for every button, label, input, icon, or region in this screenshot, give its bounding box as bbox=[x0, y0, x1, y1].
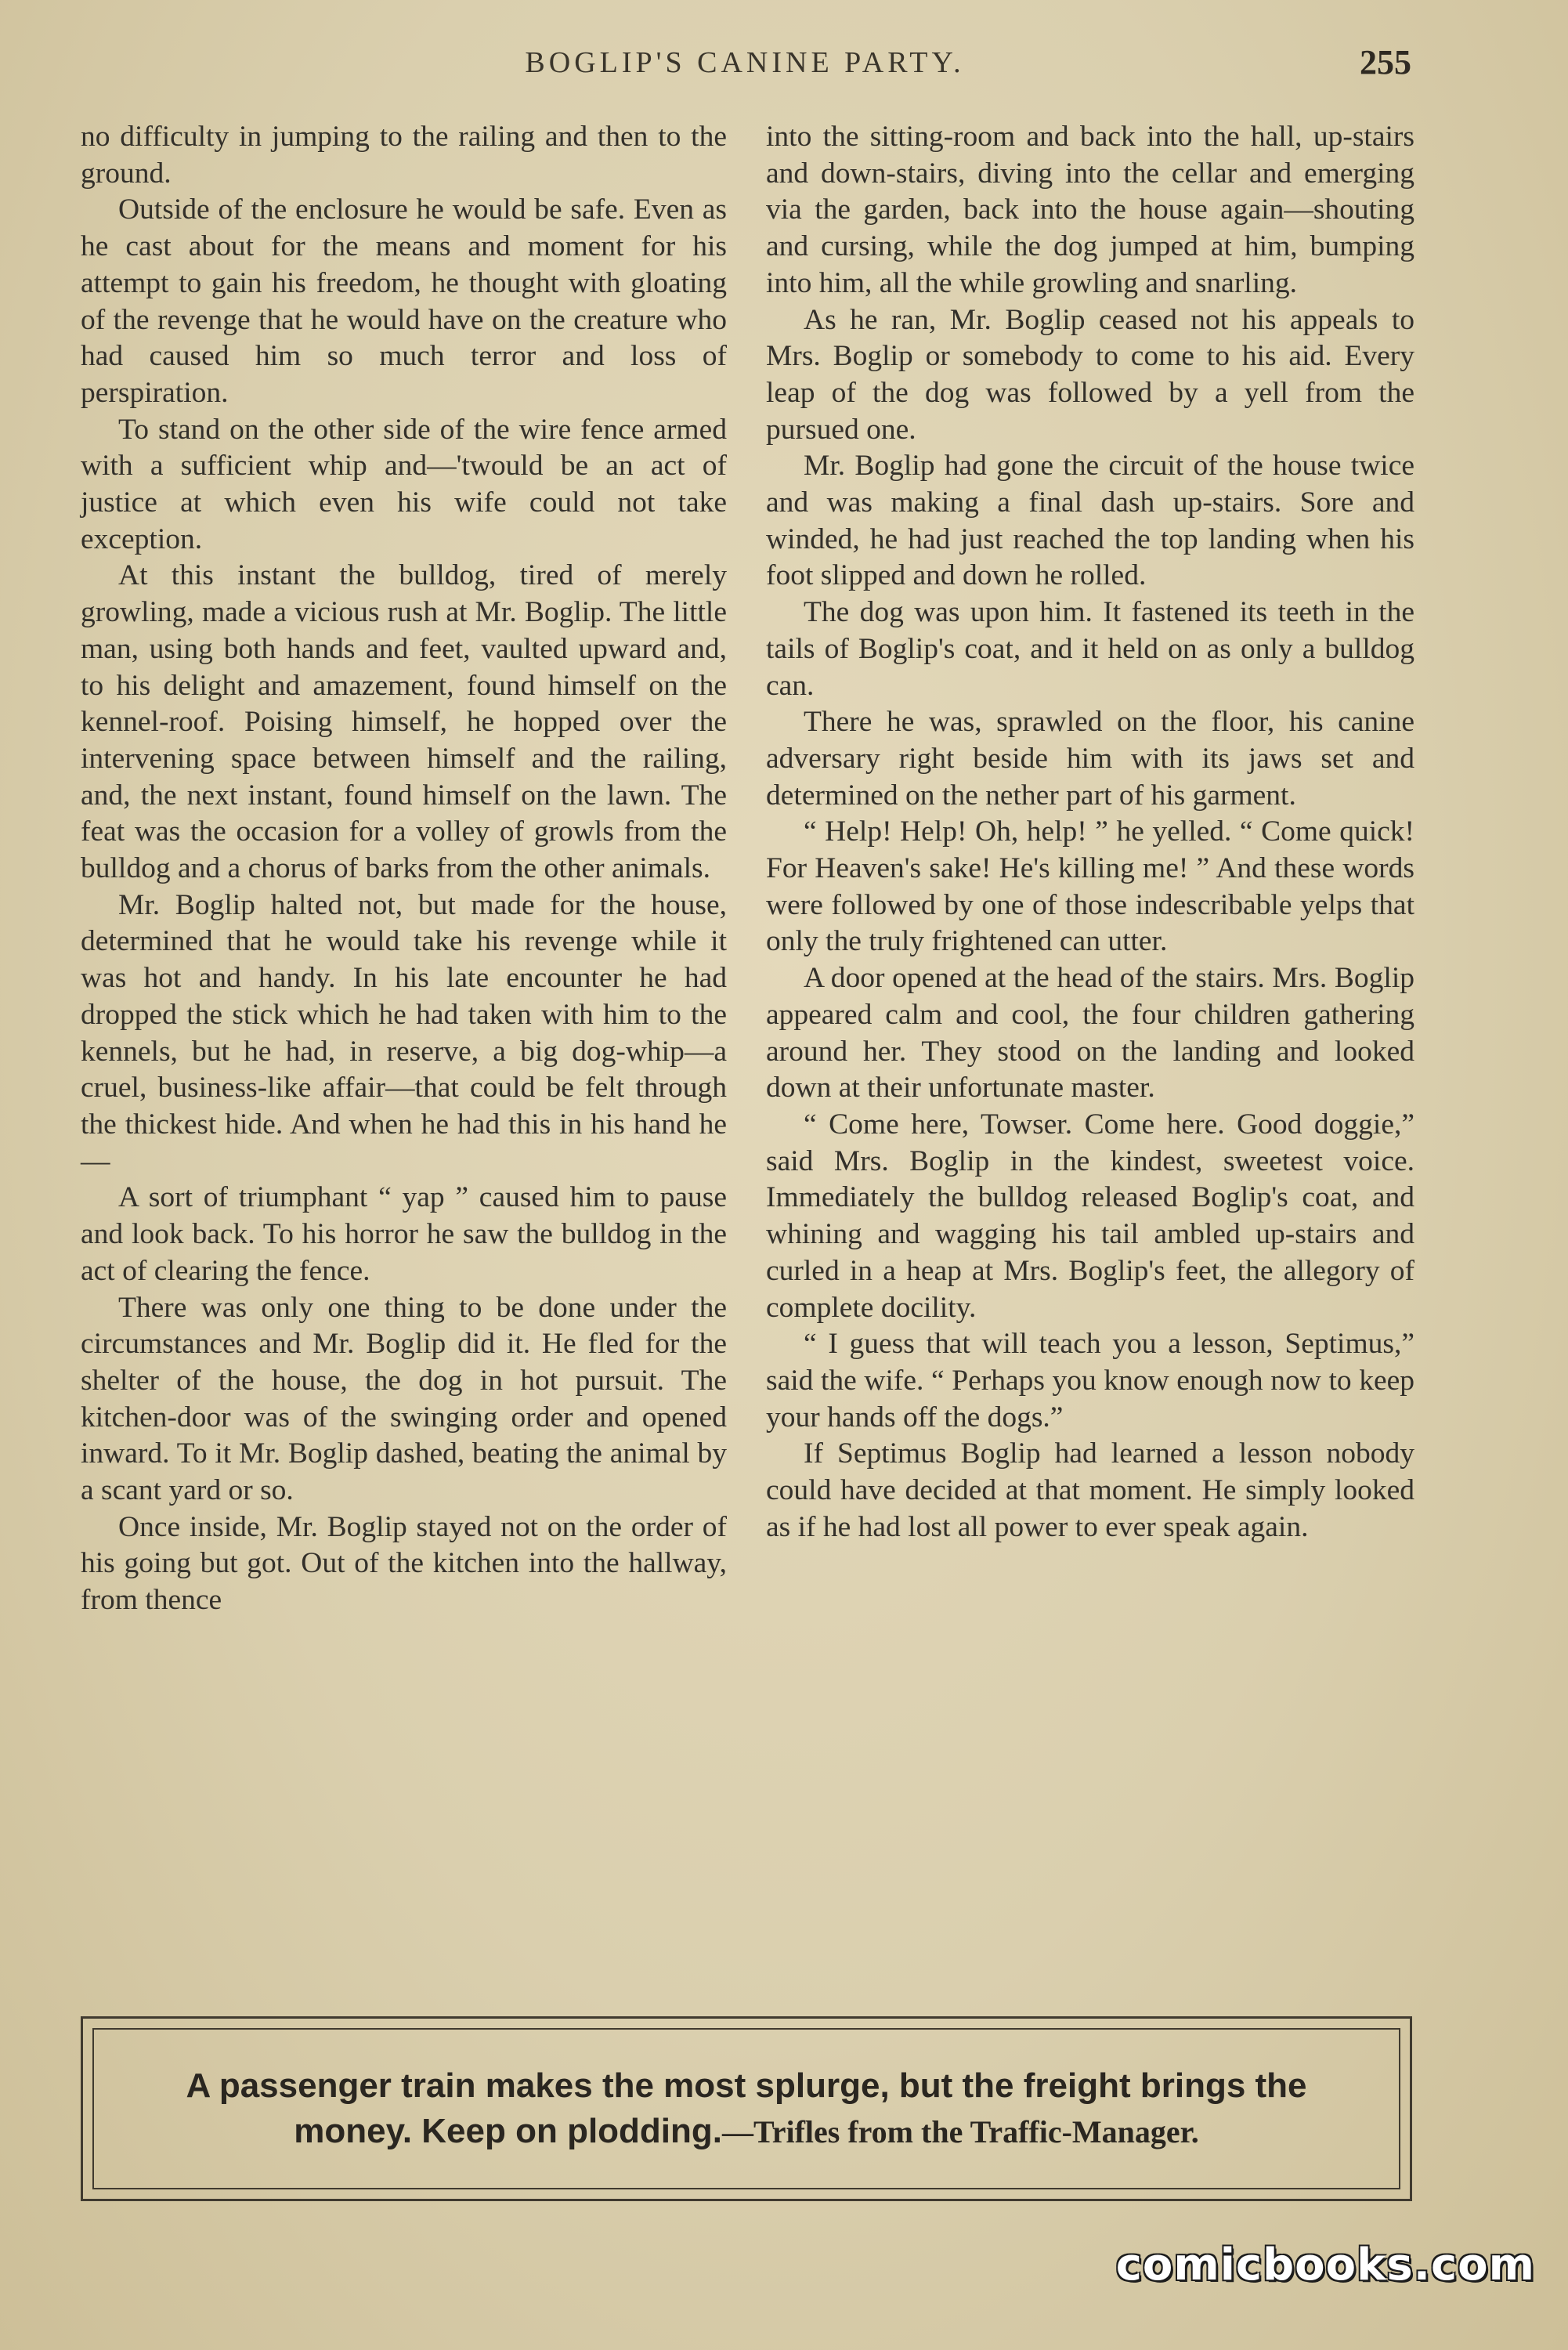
running-title: BOGLIP'S CANINE PARTY. bbox=[525, 46, 965, 79]
paragraph: “ I guess that will teach you a lesson, Septimus,” said the wife. “ Perhaps you know enough now to keep your hands off the dogs.” bbox=[766, 1328, 1414, 1434]
advertisement-box bbox=[81, 2016, 1412, 2201]
page-header bbox=[78, 45, 1411, 92]
paragraph: Once inside, Mr. Boglip stayed not on the order of his going but got. Out of the kitchen into the hallway, from thence bbox=[81, 1510, 727, 1617]
page-number: 255 bbox=[1360, 43, 1411, 81]
paragraph: If Septimus Boglip had learned a lesson nobody could have decided at that moment. He simply looked as if he had lost all power to ever speak again. bbox=[766, 1437, 1414, 1543]
advertisement-text bbox=[135, 2063, 1357, 2155]
paragraph: As he ran, Mr. Boglip ceased not his appeals to Mrs. Boglip or somebody to come to his aid. Every leap of the dog was followed by a yell from the pursued one. bbox=[766, 303, 1414, 446]
paragraph: “ Come here, Towser. Come here. Good doggie,” said Mrs. Boglip in the kindest, sweetest voice. Immediately the bulldog released Boglip's coat, and whining and wagging his tail ambled up-stairs and curled in a heap at Mrs. Boglip's feet, the allegory of complete docility. bbox=[766, 1108, 1414, 1324]
right-column bbox=[766, 119, 1414, 1546]
paragraph: To stand on the other side of the wire fence armed with a sufficient whip and—'twould be an act of justice at which even his wife could not take exception. bbox=[81, 413, 727, 555]
paragraph: There was only one thing to be done under the circumstances and Mr. Boglip did it. He fled for the shelter of the house, the dog in hot pursuit. The kitchen-door was of the swinging order and opened inward. To it Mr. Boglip dashed, beating the animal by a scant yard or so. bbox=[81, 1291, 727, 1507]
paragraph: Mr. Boglip halted not, but made for the house, determined that he would take his revenge while it was hot and handy. In his late encounter he had dropped the stick which he had taken with him to the kennels, but he had, in reserve, a big dog-whip—a cruel, business-like affair—that could be felt through the thickest hide. And when he had this in his hand he— bbox=[81, 888, 727, 1177]
paragraph: At this instant the bulldog, tired of merely growling, made a vicious rush at Mr. Boglip. The little man, using both hands and feet, vaulted upward and, to his delight and amazement, found himself on the kennel-roof. Poising himself, he hopped over the intervening space between himself and the railing, and, the next instant, found himself on the lawn. The feat was the occasion for a volley of growls from the bulldog and a chorus of barks from the other animals. bbox=[81, 559, 727, 885]
paragraph: There he was, sprawled on the floor, his canine adversary right beside him with its jaws set and determined on the nether part of his garment. bbox=[766, 706, 1414, 812]
watermark-logo: comicbooks.com bbox=[1115, 2240, 1535, 2290]
paragraph: A sort of triumphant “ yap ” caused him to pause and look back. To his horror he saw the bulldog in the act of clearing the fence. bbox=[81, 1181, 727, 1287]
paragraph: The dog was upon him. It fastened its teeth in the tails of Boglip's coat, and it held on as only a bulldog can. bbox=[766, 596, 1414, 702]
paragraph: into the sitting-room and back into the hall, up-stairs and down-stairs, diving into the cellar and emerging via the garden, back into the house again—shouting and cursing, while the dog jumped at him, bumping into him, all the while growling and snarling. bbox=[766, 121, 1414, 299]
paragraph: Outside of the enclosure he would be safe. Even as he cast about for the means and moment for his attempt to gain his freedom, he thought with gloating of the revenge that he would have on the creature who had caused him so much terror and loss of perspiration. bbox=[81, 193, 727, 409]
paragraph: no difficulty in jumping to the railing and then to the ground. bbox=[81, 121, 727, 190]
paragraph: A door opened at the head of the stairs. Mrs. Boglip appeared calm and cool, the four children gathering around her. They stood on the landing and looked down at their unfortunate master. bbox=[766, 962, 1414, 1104]
left-column bbox=[81, 119, 727, 1619]
paragraph: Mr. Boglip had gone the circuit of the house twice and was making a final dash up-stairs. Sore and winded, he had just reached the top landing when his foot slipped and down he rolled. bbox=[766, 450, 1414, 592]
ad-quote: A passenger train makes the most splurge, but the freight brings the money. Keep on plodding. bbox=[186, 2066, 1307, 2150]
ad-attribution: —Trifles from the Traffic-Manager. bbox=[722, 2113, 1199, 2149]
paragraph: “ Help! Help! Oh, help! ” he yelled. “ Come quick! For Heaven's sake! He's killing me! ” And these words were followed by one of those indescribable yelps that only the truly frightened can utter. bbox=[766, 815, 1414, 958]
advertisement-inner-frame bbox=[92, 2028, 1400, 2189]
